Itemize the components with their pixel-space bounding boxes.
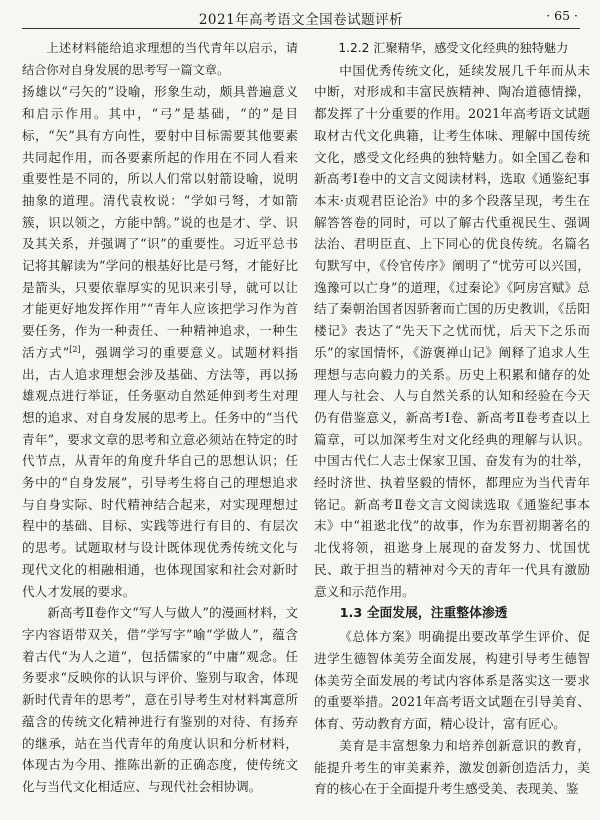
citation-marker: [2] xyxy=(69,344,81,354)
left-paragraph-1-tail: ，强调学习的重要意义。试题材料指出，古人追求理想会涉及基础、方法等，再以扬雄观点进行举证，任务驱动自然延伸到考生对理想的追求、对自身发展的思考上。任务中的“当代青年”，要求文章的思考和立意必须站在特定的时代节点，从青年的角度升华自己的思想认识；任务中的“自身发展”，引导考生将自己的理想追求与自身实际、时代精神结合起来，对实现理想过程中的基础、目标、实践等进行有目的、有层次的思考。试题取材与设计既体现优秀传统文化与现代文化的相融相通，也体现国家和社会对新时代人才发展的要求。 xyxy=(22,344,298,599)
essay-prompt: 上述材料能给追求理想的当代青年以启示，请结合你对自身发展的思考写一篇文章。 xyxy=(22,41,298,77)
left-paragraph-1 xyxy=(22,81,298,602)
subsection-heading: 1.2.2 汇聚精华，感受文化经典的独特魅力 xyxy=(338,41,569,55)
page-number: · 65 · xyxy=(546,8,578,23)
section-heading: 1.3 全面发展，注重整体渗透 xyxy=(339,606,508,622)
left-paragraph-2: 新高考Ⅱ卷作文“写人与做人”的漫画材料，文字内容语带双关，借“学写字”喻“学做人”，蕴含着古代“为人之道”，包括儒家的“中庸”观念。任务要求“反映你的认识与评价、鉴别与取舍，体现新时代青年的思考”，意在引导考生对材料寓意所蕴含的传统文化精神进行有鉴别的对待、有扬弃的继承，站在当代青年的角度认识和分析材料，体现古为今用、推陈出新的正确态度，使传统文化与当代文化相适应、与现代社会相协调。 xyxy=(22,605,298,794)
right-column xyxy=(314,38,590,800)
right-paragraph-1: 中国优秀传统文化，延续发展几千年而从未中断，对形成和丰富民族精神、陶冶道德情操，都发挥了十分重要的作用。2021年高考语文试题取材古代文化典籍，让考生体味、理解中国传统文化，感受文化经典的独特魅力。如全国乙卷和新高考Ⅰ卷中的文言文阅读材料，选取《通鉴纪事本末·贞观君臣论治》中的多个段落呈现，考生在解答答卷的同时，可以了解古代重视民生、强调法治、君明臣直、上下同心的优良传统。名篇名句默写中，《伶官传序》阐明了“忧劳可以兴国，逸豫可以亡身”的道理，《过秦论》《阿房宫赋》总结了秦朝治国者因骄奢而亡国的历史教训，《岳阳楼记》表达了“先天下之忧而忧，后天下之乐而乐”的家国情怀，《游褒禅山记》阐释了追求人生理想与志向毅力的关系。历史上积累和储存的处理人与社会、人与自然关系的认知和经验在今天仍有借鉴意义，新高考Ⅰ卷、新高考Ⅱ卷考查以上篇章，可以加深考生对文化经典的理解与认识。中国古代仁人志士保家卫国、奋发有为的壮举，经时济世、执着坚毅的情怀，都理应为当代青年铭记。新高考Ⅱ卷文言文阅读选取《通鉴纪事本末》中“祖逖北伐”的故事，作为东晋初期著名的北伐将领，祖逖身上展现的奋发努力、忧国忧民、敢于担当的精神对今天的青年一代具有激励意义和示范作用。 xyxy=(314,62,590,599)
running-header xyxy=(22,6,580,29)
left-column xyxy=(22,38,298,798)
left-paragraph-1-text: 扬雄以“弓矢的”设喻，形象生动，颇具普遍意义和启示作用。其中，“弓”是基础，“的”是目标，“矢”具有方向性，要射中目标需要其他要素共同起作用，而各要素所起的作用在不同人看来重要性是不同的，所以人们常以射箭设喻，说明抽象的道理。清代袁枚说：“学如弓弩，才如箭簇，识以领之，方能中鹄。”说的也是才、学、识及其关系，并强调了“识”的重要性。习近平总书记将其解读为“学问的根基好比是弓弩，才能好比是箭头，只要依靠厚实的见识来引导，就可以让才能更好地发挥作用”“青年人应该把学习作为首要任务，作为一种责任、一种精神追求，一种生活方式” xyxy=(22,84,298,360)
right-paragraph-3: 美育是丰富想象力和培养创新意识的教育，能提升考生的审美素养，激发创新创造活力，美育的核心在于全面提升考生感受美、表现美、鉴 xyxy=(314,737,590,797)
right-paragraph-2: 《总体方案》明确提出要改革学生评价、促进学生德智体美劳全面发展，构建引导考生德智体美劳全面发展的考试内容体系是落实这一要求的重要举措。2021年高考语文试题在引导美育、体育、劳动教育方面，精心设计，富有匠心。 xyxy=(314,629,590,732)
header-title: 2021年高考语文全国卷试题评析 xyxy=(198,12,404,28)
